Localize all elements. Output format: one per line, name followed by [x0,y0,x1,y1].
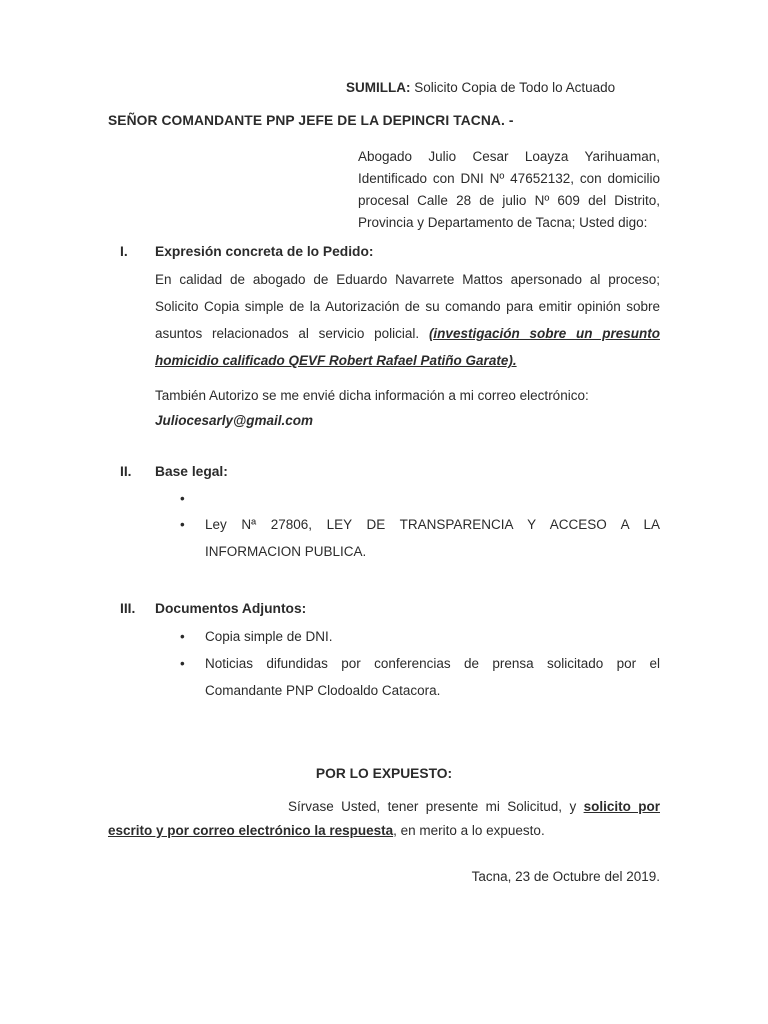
bullet-icon: • [180,656,185,671]
pedido-text-normal: En calidad de abogado de Eduardo Navarrete Mattos apersonado al proceso; Solicito Copia simple de la Autorización de su comando para emitir opinión sobre asuntos relacionados al servicio policial. [155,272,660,341]
addressee-line: SEÑOR COMANDANTE PNP JEFE DE LA DEPINCRI TACNA. - [108,113,514,128]
section-pedido-paragraph [155,266,660,374]
section-pedido [108,244,660,433]
section-base-legal [108,464,660,565]
email-text: Juliocesarly@gmail.com [155,413,313,428]
pedido-text-emphasis: (investigación sobre un presunto homicidio calificado QEVF Robert Rafael Patiño Garate). [155,326,660,368]
section-documentos-number: III. [120,601,136,616]
section-base-legal-number: II. [120,464,132,479]
bullet-icon: • [180,517,185,532]
bullet-item-text: Noticias difundidas por conferencias de prensa solicitado por el Comandante PNP Clodoaldo Catacora. [205,656,660,698]
section-documentos-title: Documentos Adjuntos: [155,601,307,616]
bullet-item-ley [108,511,660,565]
bullet-icon: • [180,629,185,644]
closing-heading: POR LO EXPUESTO: [315,766,453,781]
documentos-bullet-list [108,623,660,704]
bullet-item-text: Ley Nª 27806, LEY DE TRANSPARENCIA Y ACCESO A LA INFORMACION PUBLICA. [205,517,660,559]
bullet-item-text [205,486,660,511]
closing-paragraph [108,795,660,843]
bullet-icon: • [180,491,185,506]
recipient-block: Abogado Julio Cesar Loayza Yarihuaman, Identificado con DNI Nº 47652132, con domicilio procesal Calle 28 de julio Nº 609 del Distrito, Provincia y Departamento de Tacna; Usted digo: [358,149,660,230]
closing-text-normal-1: Sírvase Usted, tener presente mi Solicitud, y [288,798,584,814]
base-legal-bullet-list [108,486,660,565]
section-pedido-heading [108,244,660,259]
section-pedido-title: Expresión concreta de lo Pedido: [155,244,374,259]
date-line: Tacna, 23 de Octubre del 2019. [471,868,660,884]
closing-text-normal-2: , en merito a lo expuesto. [393,822,545,838]
section-documentos [108,601,660,704]
sumilla-label: SUMILLA: [346,80,411,95]
bullet-item-text: Copia simple de DNI. [205,629,333,644]
bullet-item-noticias [108,650,660,704]
section-documentos-heading [108,601,660,616]
section-base-legal-heading [108,464,660,479]
bullet-item-empty [108,486,660,511]
bullet-item-dni [108,623,660,650]
closing-text-emphasis: solicito por escrito y por correo electrónico la respuesta [108,798,660,838]
authorization-note: También Autorizo se me envié dicha información a mi correo electrónico: [155,388,589,403]
section-pedido-number: I. [120,244,128,259]
section-base-legal-title: Base legal: [155,464,228,479]
sumilla-line [346,79,660,97]
sumilla-text: Solicito Copia de Todo lo Actuado [410,80,616,95]
